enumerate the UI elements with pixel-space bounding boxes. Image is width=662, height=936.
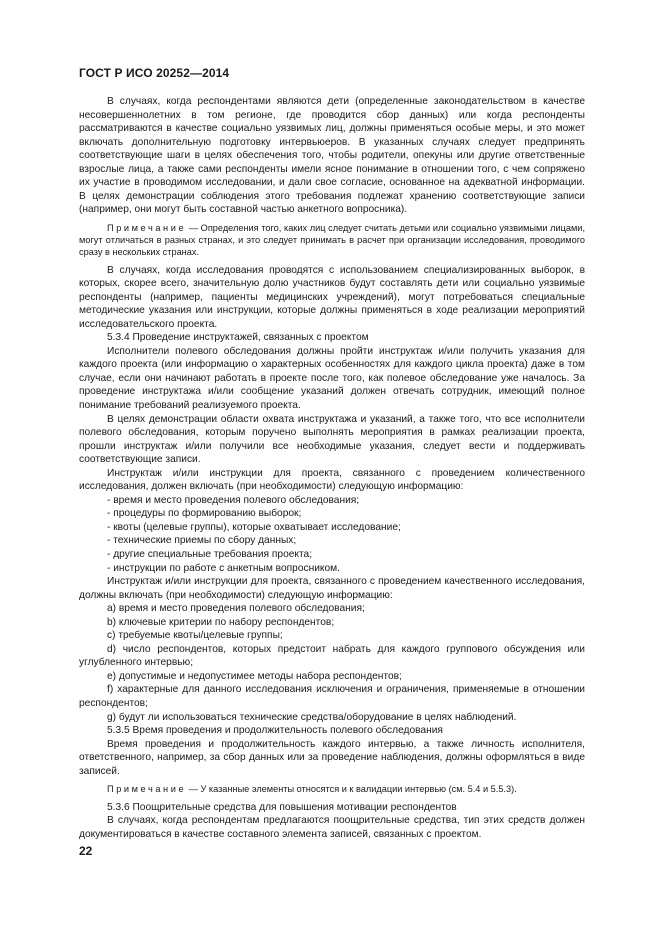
list-item: - время и место проведения полевого обследования; bbox=[107, 494, 360, 506]
page-number: 22 bbox=[79, 844, 93, 858]
paragraph: Инструктаж и/или инструкции для проекта, связанного с проведением количественного исследования, должен включать (при необходимости) следующую информацию: bbox=[79, 467, 585, 493]
page-body bbox=[79, 95, 585, 841]
note-text: — Определения того, каких лиц следует считать детьми или социально уязвимыми лицами, могут отличаться в разных странах, и это следует принимать в расчет при организации исследования, проводимого сразу в нескольких странах. bbox=[79, 222, 585, 258]
list-item: c) требуемые квоты/целевые группы; bbox=[107, 630, 283, 642]
list-item: e) допустимые и недопустимее методы набора респондентов; bbox=[107, 670, 402, 682]
paragraph: В случаях, когда респондентам предлагаются поощрительные средства, тип этих средств должен документироваться в качестве составного элемента записей, связанных с проектом. bbox=[79, 815, 585, 840]
section-heading-5-3-4: 5.3.4 Проведение инструктажей, связанных с проектом bbox=[107, 332, 369, 344]
paragraph: В целях демонстрации области охвата инструктажа и указаний, а также того, что все исполнители полевого обследования, которым поручено выполнять мероприятия в рамках реализации проекта, прошли инструктаж и/или получили все необходимые указания, следует вести и поддерживать соответствующие записи. bbox=[79, 413, 585, 466]
list-item: d) число респондентов, которых предстоит набрать для каждого группового обсуждения или углубленного интервью; bbox=[79, 643, 585, 669]
note-label: Примечание bbox=[107, 222, 187, 233]
list-item: - процедуры по формированию выборок; bbox=[107, 508, 302, 520]
paragraph: Исполнители полевого обследования должны пройти инструктаж и/или получить указания для каждого проекта (или информацию о характерных особенностях для каждого цикла проекта) даже в том случае, если они начинают работать в проекте после того, как полевое обследование уже началось. За проведение инструктажа и/или сообщение указаний должен отвечать сотрудник, имеющий полное понимание требований реализуемого проекта. bbox=[79, 345, 585, 411]
list-item: - технические приемы по сбору данных; bbox=[107, 535, 297, 547]
paragraph: В случаях, когда исследования проводятся с использованием специализированных выборок, в которых, скорее всего, значительную долю участников будут составлять дети или социально уязвимые респонденты (например, пациенты медицинских учреждений), могут потребоваться специальные методические указания или инструкции, которые должны применяться в ходе реализации мероприятий исследовательского проекта. bbox=[79, 264, 585, 330]
list-item: - инструкции по работе с анкетным вопросником. bbox=[107, 562, 340, 574]
note bbox=[79, 222, 585, 259]
note bbox=[79, 783, 585, 795]
list-item: - квоты (целевые группы), которые охватывает исследование; bbox=[107, 521, 401, 533]
note-text: — У казанные элементы относятся и к валидации интервью (см. 5.4 и 5.5.3). bbox=[186, 784, 517, 795]
section-heading-5-3-5: 5.3.5 Время проведения и продолжительность полевого обследования bbox=[107, 725, 443, 737]
note-label: Примечание bbox=[107, 784, 187, 795]
document-header: ГОСТ Р ИСО 20252—2014 bbox=[79, 66, 230, 80]
paragraph: Время проведения и продолжительность каждого интервью, а также личность исполнителя, ответственного, например, за сбор данных или за проведение наблюдения, должны оформляться в виде записей. bbox=[79, 738, 585, 777]
paragraph: Инструктаж и/или инструкции для проекта, связанного с проведением качественного исследования, должны включать (при необходимости) следующую информацию: bbox=[79, 576, 585, 601]
list-item: - другие специальные требования проекта; bbox=[107, 549, 313, 561]
list-item: a) время и место проведения полевого обследования; bbox=[107, 603, 365, 615]
list-item: f) характерные для данного исследования исключения и ограничения, применяемые в отношении респондентов; bbox=[79, 684, 585, 710]
list-item: b) ключевые критерии по набору респондентов; bbox=[107, 616, 335, 628]
list-item: g) будут ли использоваться технические средства/оборудование в целях наблюдений. bbox=[107, 711, 517, 723]
paragraph: В случаях, когда респондентами являются дети (определенные законодательством в качестве несовершеннолетних в том регионе, где проводится сбор данных) или когда респонденты рассматриваются в качестве социально уязвимых лиц, должны применяться особые меры, и это может включать дополнительную подготовку интервьюеров. В указанных случаях следует предпринять соответствующие шаги в целях обеспечения того, чтобы родители, опекуны или другие ответственные взрослые лица, а также сами респонденты имели ясное понимание в отношении того, с чем сопряжено их участие в проводимом исследовании, и дали свое согласие, основанное на адекватной информации. В целях демонстрации соблюдения этого требования подлежат хранению соответствующие записи (например, они могут быть составной частью анкетного вопросника). bbox=[79, 96, 585, 216]
section-heading-5-3-6: 5.3.6 Поощрительные средства для повышения мотивации респондентов bbox=[107, 801, 457, 813]
